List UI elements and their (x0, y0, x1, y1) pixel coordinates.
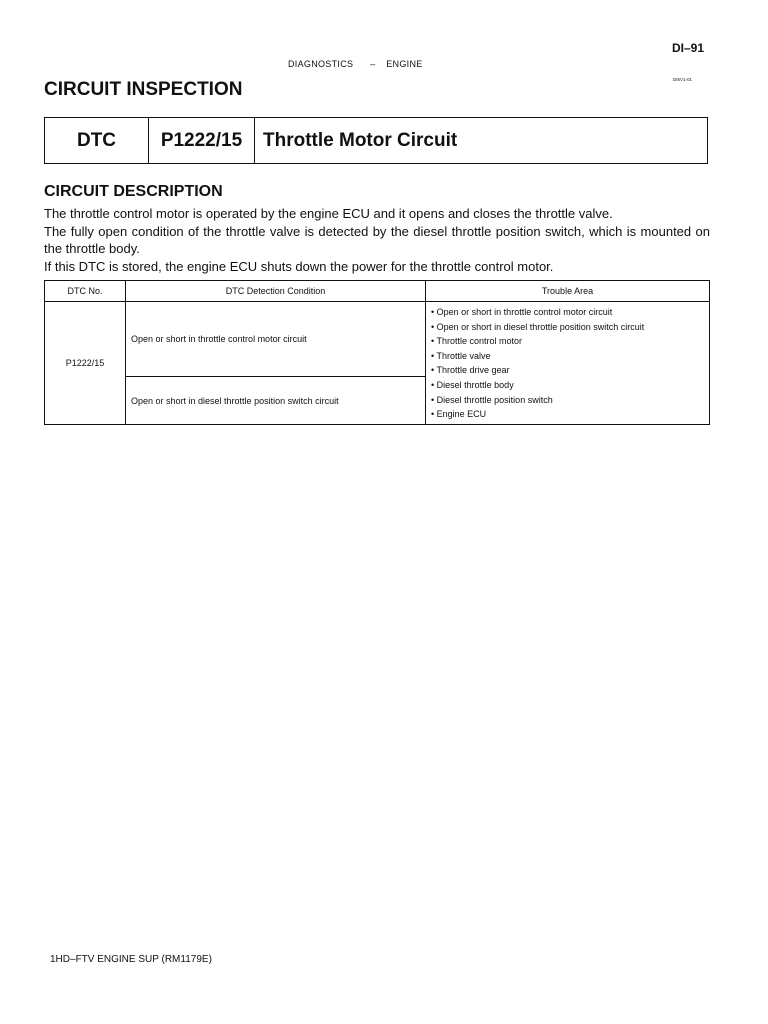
column-header-detection-condition: DTC Detection Condition (126, 281, 426, 302)
list-item: • Throttle valve (431, 350, 491, 361)
dtc-number-cell: P1222/15 (45, 302, 126, 425)
trouble-area-cell (426, 302, 710, 425)
description-paragraph: The throttle control motor is operated by the engine ECU and it opens and closes the throttle valve. (44, 206, 613, 221)
trouble-area-list (431, 305, 709, 422)
list-item: • Diesel throttle body (431, 379, 514, 390)
dtc-table (44, 280, 710, 425)
column-header-dtc-no: DTC No. (45, 281, 126, 302)
dtc-label: DTC (45, 118, 149, 163)
document-code: DI6V1-01 (673, 77, 693, 82)
list-item: • Diesel throttle position switch (431, 394, 553, 405)
page-title: CIRCUIT INSPECTION (44, 79, 243, 100)
column-header-trouble-area: Trouble Area (426, 281, 710, 302)
running-header-subsection: ENGINE (386, 59, 423, 69)
section-heading-circuit-description: CIRCUIT DESCRIPTION (44, 183, 223, 200)
description-paragraph: If this DTC is stored, the engine ECU shuts down the power for the throttle control motor. (44, 258, 554, 274)
list-item: • Throttle control motor (431, 336, 523, 347)
condition-cell: Open or short in diesel throttle position switch circuit (126, 377, 426, 425)
dtc-code: P1222/15 (149, 118, 255, 163)
description-paragraph: The fully open condition of the throttle valve is detected by the diesel throttle position switch, which is mounted on the throttle body. (44, 223, 710, 256)
list-item: • Engine ECU (431, 409, 487, 420)
table-header-row (45, 281, 710, 302)
page-number: DI–91 (672, 41, 705, 55)
running-header (288, 59, 423, 69)
dtc-title: Throttle Motor Circuit (263, 129, 458, 151)
list-item: • Open or short in throttle control motor circuit (431, 307, 613, 317)
running-header-separator: – (370, 59, 376, 69)
list-item: • Throttle drive gear (431, 365, 510, 376)
running-header-section: DIAGNOSTICS (288, 59, 354, 69)
page-footer: 1HD–FTV ENGINE SUP (RM1179E) (50, 954, 212, 965)
condition-cell: Open or short in throttle control motor circuit (126, 302, 426, 377)
table-row (45, 302, 710, 377)
list-item: • Open or short in diesel throttle position switch circuit (431, 321, 645, 332)
circuit-description (44, 205, 710, 275)
dtc-banner (44, 117, 708, 164)
